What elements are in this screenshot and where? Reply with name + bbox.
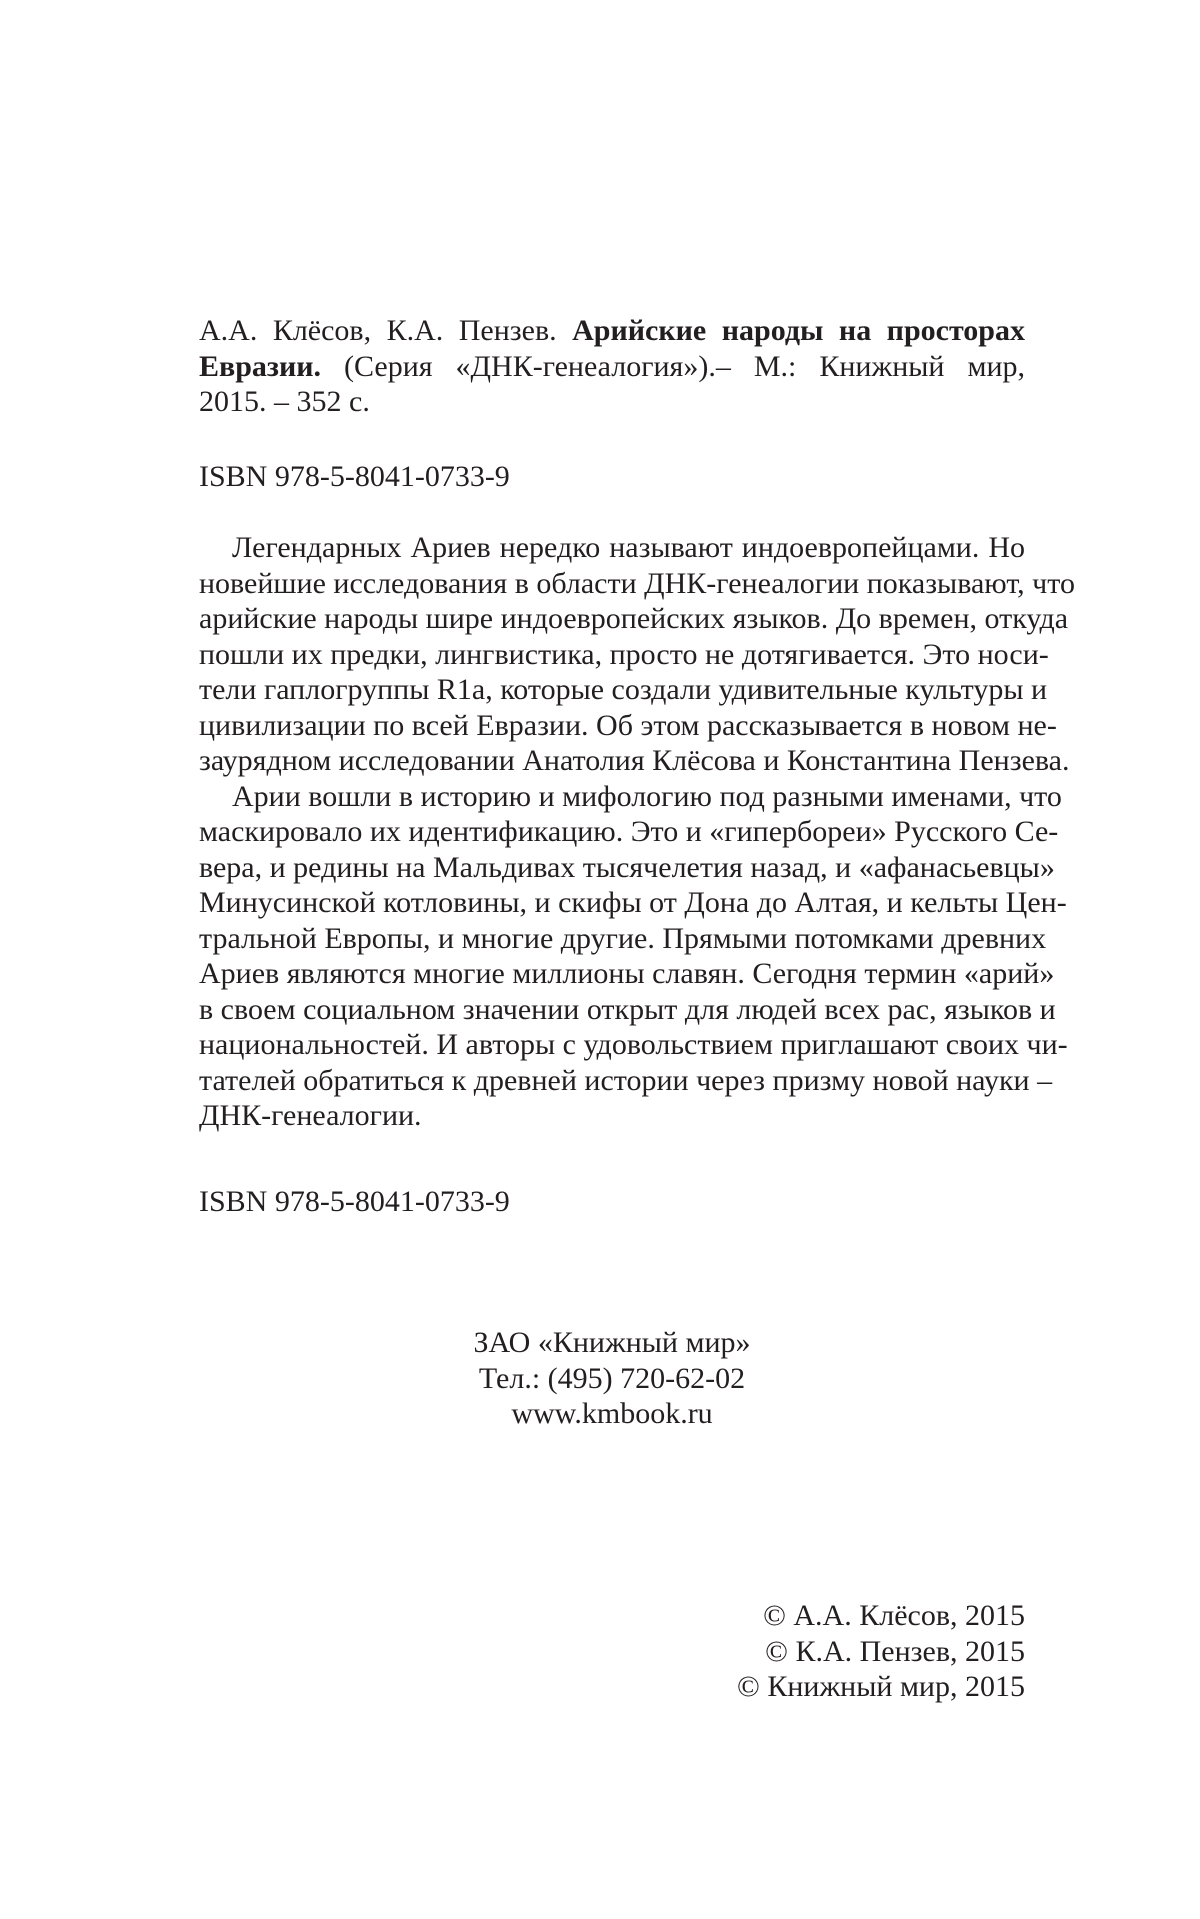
annotation-paragraph-1: [199, 530, 1075, 779]
publisher-info: [199, 1325, 1025, 1432]
bibliographic-record: [199, 313, 1025, 420]
annotation-line: тели гаплогруппы R1a, которые создали удивительные культуры и: [199, 673, 1048, 706]
annotation-line: цивилизации по всей Евразии. Об этом рассказывается в новом не-: [199, 708, 1057, 742]
isbn-top: ISBN 978-5-8041-0733-9: [199, 460, 510, 493]
isbn-bottom: ISBN 978-5-8041-0733-9: [199, 1185, 510, 1218]
bibliographic-line: [199, 313, 1025, 349]
annotation-line: Ариев являются многие миллионы славян. Сегодня термин «арий»: [199, 957, 1055, 990]
book-title-part-1: Арийские народы на просторах: [572, 314, 1025, 347]
annotation-line: ДНК-генеалогии.: [199, 1099, 422, 1132]
copyright-line: © Книжный мир, 2015: [737, 1670, 1025, 1703]
annotation-line: арийские народы шире индоевропейских языков. До времен, откуда: [199, 602, 1069, 635]
copyright-line: © А.А. Клёсов, 2015: [763, 1599, 1025, 1632]
annotation-line: пошли их предки, лингвистика, просто не дотягивается. Это носи-: [199, 637, 1049, 671]
annotation-line: вера, и редины на Мальдивах тысячелетия назад, и «афанасьевцы»: [199, 850, 1055, 884]
book-title-part-2: Евразии.: [199, 349, 322, 383]
publisher-name: ЗАО «Книжный мир»: [473, 1326, 751, 1359]
annotation: [199, 530, 1075, 1134]
annotation-line: тателей обратиться к древней истории через призму новой науки –: [199, 1063, 1053, 1097]
bibliographic-line: [199, 349, 1025, 385]
annotation-line: заурядном исследовании Анатолия Клёсова и Константина Пензева.: [199, 744, 1070, 777]
annotation-line: национальностей. И авторы с удовольствием приглашают своих чи-: [199, 1028, 1068, 1061]
publisher-website: www.kmbook.ru: [511, 1397, 713, 1430]
publisher-phone: Тел.: (495) 720-62-02: [478, 1361, 746, 1395]
annotation-line: маскировало их идентификацию. Это и «гипербореи» Русского Се-: [199, 815, 1059, 848]
copyright-line: © К.А. Пензев, 2015: [765, 1634, 1025, 1668]
annotation-line: в своем социальном значении открыт для людей всех рас, языков и: [199, 992, 1056, 1026]
annotation-line: тральной Европы, и многие другие. Прямыми потомками древних: [199, 921, 1047, 955]
annotation-line: Легендарных Ариев нередко называют индоевропейцами. Но: [232, 531, 1025, 564]
series-and-publisher: (Серия «ДНК-генеалогия»).– М.: Книжный мир,: [321, 349, 1025, 383]
copyright-notices: [199, 1598, 1025, 1705]
annotation-line: новейшие исследования в области ДНК-генеалогии показывают, что: [199, 566, 1075, 600]
annotation-line: Минусинской котловины, и скифы от Дона до Алтая, и кельты Цен-: [199, 886, 1067, 919]
annotation-line: Арии вошли в историю и мифологию под разными именами, что: [232, 779, 1062, 813]
annotation-paragraph-2: [199, 779, 1068, 1134]
year-and-pages: 2015. – 352 с.: [199, 385, 370, 418]
authors: А.А. Клёсов, К.А. Пензев.: [199, 314, 573, 347]
